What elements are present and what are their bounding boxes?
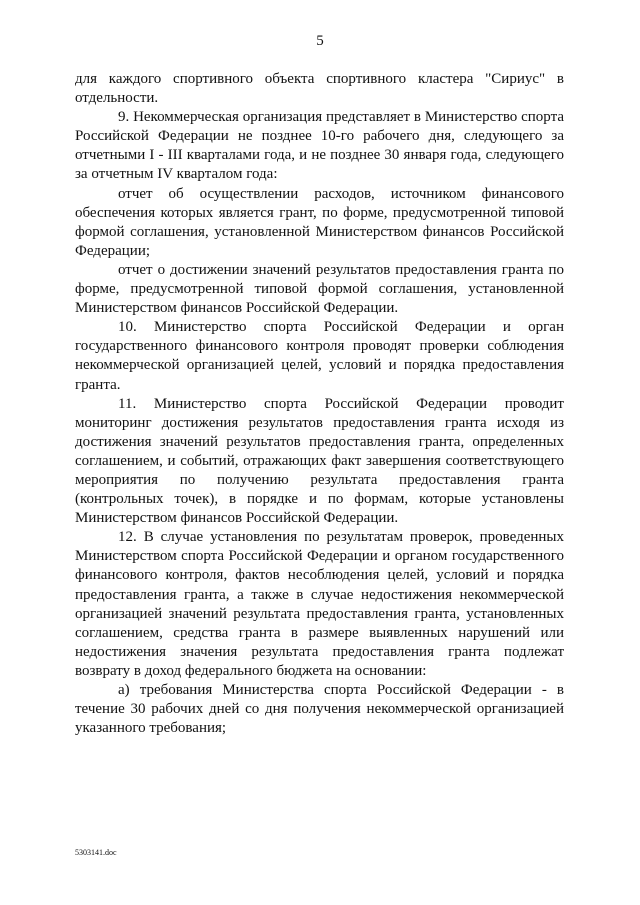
paragraph-results-report: отчет о достижении значений результатов предоставления гранта по форме, предусмотренной типовой формой соглашения, установленной Министерством финансов Российской Федерации.: [75, 261, 564, 317]
paragraph-item-12: 12. В случае установления по результатам проверок, проведенных Министерством спорта Российской Федерации и органом государственного финансового контроля, фактов несоблюдения целей, условий и порядка предоставления гранта, а также в случае недостижения некоммерческой организацией значений результата предоставления гранта, установленных соглашением, средства гранта в размере выявленных нарушений или недостижения значения результата предоставления гранта подлежат возврату в доход федерального бюджета на основании:: [75, 529, 564, 679]
page-number: 5: [316, 33, 324, 49]
paragraph-item-9: 9. Некоммерческая организация представляет в Министерство спорта Российской Федерации не позднее 10-го рабочего дня, следующего за отчетными I - III кварталами года, и не позднее 30 января года, следующего за отчетным IV кварталом года:: [75, 109, 564, 183]
paragraph-continuation: для каждого спортивного объекта спортивного кластера "Сириус" в отдельности.: [75, 71, 564, 107]
paragraph-expense-report: отчет об осуществлении расходов, источником финансового обеспечения которых является грант, по форме, предусмотренной типовой формой соглашения, установленной Министерством финансов Российской Федерации;: [75, 185, 564, 259]
paragraph-item-12a: а) требования Министерства спорта Российской Федерации - в течение 30 рабочих дней со дня получения некоммерческой организацией указанного требования;: [75, 682, 564, 737]
paragraph-item-11: 11. Министерство спорта Российской Федерации проводит мониторинг достижения результатов предоставления гранта исходя из достижения значений результатов предоставления гранта, определенных соглашением, и событий, отражающих факт завершения соответствующего мероприятия по получению результата предоставления гранта (контрольных точек), в порядке и по формам, которые установлены Министерством финансов Российской Федерации.: [75, 395, 564, 527]
paragraph-item-10: 10. Министерство спорта Российской Федерации и орган государственного финансового контроля проводят проверки соблюдения некоммерческой организацией целей, условий и порядка предоставления гранта.: [75, 319, 564, 393]
document-body: [75, 70, 564, 738]
document-filename: 5303141.doc: [75, 848, 117, 857]
